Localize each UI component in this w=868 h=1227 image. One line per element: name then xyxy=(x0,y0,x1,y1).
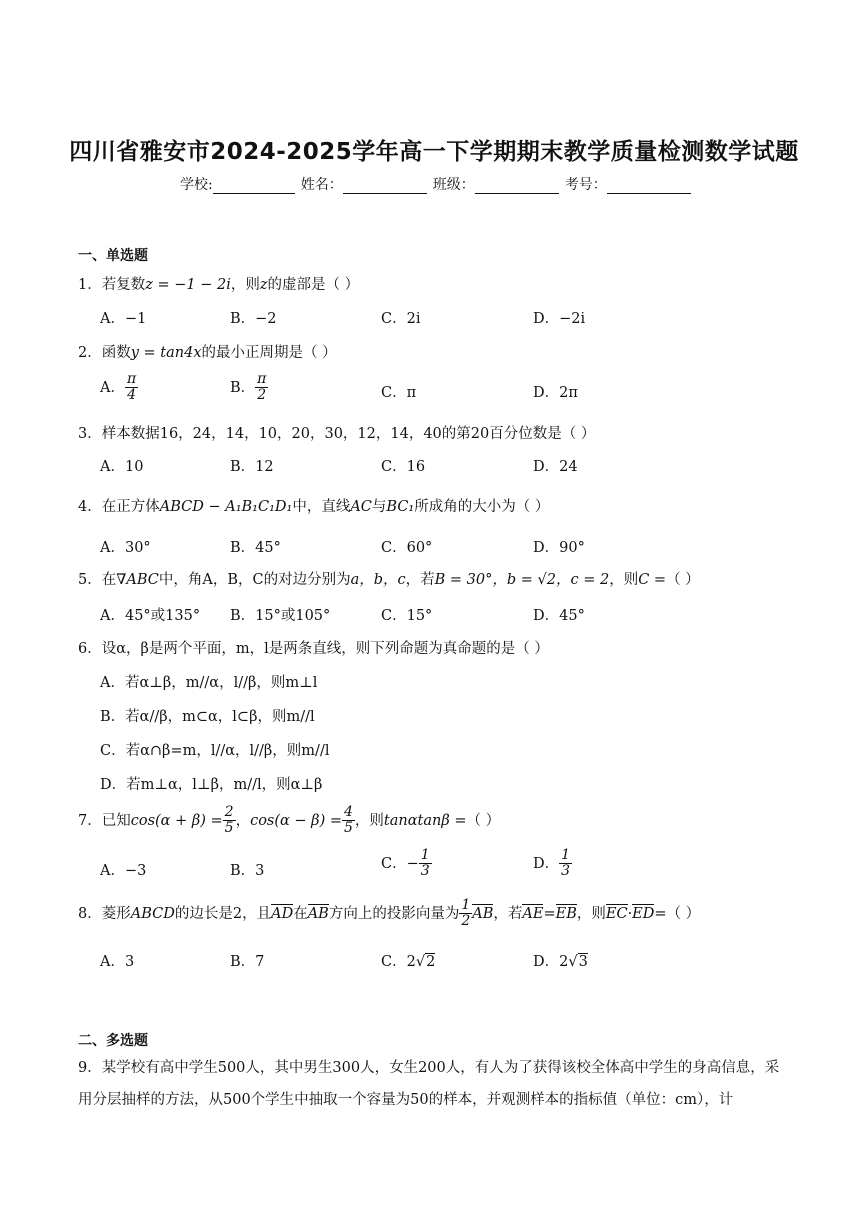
q7-number: 7． xyxy=(78,812,102,829)
name-blank[interactable] xyxy=(343,179,427,194)
question-7 xyxy=(78,805,500,837)
q2-b-label: B． xyxy=(230,379,256,396)
denominator: 5 xyxy=(344,820,353,837)
numerator: 2 xyxy=(224,804,234,820)
question-1 xyxy=(78,273,359,294)
q4-line-ac: AC xyxy=(350,499,372,515)
q5-text: （ ） xyxy=(666,572,700,588)
class-label: 班级： xyxy=(432,177,475,193)
sqrt-icon: √ xyxy=(415,954,426,970)
numerator: 1 xyxy=(461,897,471,913)
q8-number: 8． xyxy=(78,905,102,922)
q2-number: 2． xyxy=(78,345,102,361)
q1-option-c[interactable]: C．2i xyxy=(381,311,421,327)
q8-option-b[interactable]: B．7 xyxy=(230,954,265,970)
q6-option-d[interactable]: D．若m⊥α，l⊥β，m//l，则α⊥β xyxy=(100,777,323,793)
q8-c-coef: 2 xyxy=(406,954,416,970)
q7-d-label: D． xyxy=(533,855,560,872)
q7-d-fraction xyxy=(559,848,572,880)
q8-d-label: D． xyxy=(533,954,560,970)
q8-option-d[interactable] xyxy=(533,950,588,971)
numerator: 4 xyxy=(344,804,353,820)
q5-text: ，则 xyxy=(609,572,639,588)
q4-text: 与 xyxy=(371,499,387,515)
q1-var: z xyxy=(259,277,268,293)
q7-c-label: C．− xyxy=(381,855,419,872)
q7-text: ，则 xyxy=(354,812,384,829)
student-info-line xyxy=(180,174,700,194)
q8-dot: · xyxy=(627,905,633,922)
q7-tan-product: tanαtanβ = xyxy=(383,812,467,829)
q5-triangle: ∇ABC xyxy=(116,572,159,588)
q4-option-c[interactable]: C．60° xyxy=(381,540,433,556)
q4-text: 所成角的大小为（ ） xyxy=(414,499,550,515)
q8-d-radicand: 3 xyxy=(578,954,588,970)
denominator: 4 xyxy=(127,387,137,404)
q3-option-c[interactable]: C．16 xyxy=(381,459,426,475)
q2-option-d[interactable]: D．2π xyxy=(533,385,578,401)
q8-text: 方向上的投影向量为 xyxy=(328,905,460,922)
q5-option-a[interactable]: A．45°或135° xyxy=(100,608,201,624)
exam-title: 四川省雅安市2024-2025学年高一下学期期末教学质量检测数学试题 xyxy=(69,139,799,165)
q7-fraction-1 xyxy=(223,805,236,837)
q1-option-b[interactable]: B．−2 xyxy=(230,311,277,327)
q8-c-label: C． xyxy=(381,954,407,970)
question-4 xyxy=(78,495,549,516)
q8-option-c[interactable] xyxy=(381,950,435,971)
q8-vector-ab: AB xyxy=(472,905,494,922)
q1-option-a[interactable]: A．−1 xyxy=(100,311,147,327)
q5-option-d[interactable]: D．45° xyxy=(533,608,585,624)
q7-option-c[interactable] xyxy=(381,848,432,880)
q8-text: 在 xyxy=(293,905,308,922)
q8-vector-ae: AE xyxy=(522,905,544,922)
exam-number-label: 考号： xyxy=(564,177,607,193)
q7-option-b[interactable]: B．3 xyxy=(230,863,265,879)
q7-text: （ ） xyxy=(466,812,501,829)
q4-option-d[interactable]: D．90° xyxy=(533,540,585,556)
q8-fraction xyxy=(459,898,472,930)
school-label: 学校: xyxy=(180,177,213,193)
q1-text: 若复数 xyxy=(101,277,146,293)
q8-vector-ab: AB xyxy=(307,905,329,922)
question-2 xyxy=(78,341,337,362)
q1-number: 1． xyxy=(78,277,102,293)
q4-option-a[interactable]: A．30° xyxy=(100,540,151,556)
q4-text: 在正方体 xyxy=(101,499,160,515)
q2-b-fraction xyxy=(255,372,268,404)
school-blank[interactable] xyxy=(213,179,295,194)
exam-number-blank[interactable] xyxy=(607,179,691,194)
q8-d-coef: 2 xyxy=(559,954,569,970)
q2-formula: y = tan4x xyxy=(130,345,202,361)
q8-text: ，若 xyxy=(493,905,523,922)
q1-option-d[interactable]: D．−2i xyxy=(533,311,586,327)
q2-text: 的最小正周期是（ ） xyxy=(201,345,337,361)
denominator: 2 xyxy=(461,913,471,930)
q5-text: ，若 xyxy=(405,572,435,588)
q7-option-a[interactable]: A．−3 xyxy=(100,863,147,879)
q8-equals: = xyxy=(543,905,556,922)
q2-option-b[interactable] xyxy=(230,372,268,404)
q7-c-fraction xyxy=(419,848,432,880)
q4-formula: ABCD − A₁B₁C₁D₁ xyxy=(159,499,293,515)
q8-option-a[interactable]: A．3 xyxy=(100,954,135,970)
q5-text: 中，角A，B，C的对边分别为 xyxy=(158,572,351,588)
q2-a-fraction xyxy=(125,372,138,404)
q1-text: 的虚部是（ ） xyxy=(267,277,360,293)
question-8 xyxy=(78,898,700,930)
numerator: 1 xyxy=(420,847,430,863)
name-label: 姓名： xyxy=(300,177,343,193)
q2-option-a[interactable] xyxy=(100,372,138,404)
q8-vector-ed: ED xyxy=(632,905,655,922)
q7-cos-diff: cos(α − β) = xyxy=(250,812,342,829)
question-5 xyxy=(78,568,700,589)
q5-option-b[interactable]: B．15°或105° xyxy=(230,608,331,624)
q3-option-a[interactable]: A．10 xyxy=(100,459,144,475)
question-9: 9．某学校有高中学生500人，其中男生300人，女生200人，有人为了获得该校全体高中学生的身高信息，采用分层抽样的方法，从500个学生中抽取一个容量为50的样本，并观测样本的指标值（单位：cm），计 xyxy=(78,1060,780,1108)
q8-text: ，则 xyxy=(576,905,606,922)
q7-text: 已知 xyxy=(101,812,131,829)
q8-text: 菱形 xyxy=(101,905,131,922)
q1-formula: z = −1 − 2i xyxy=(145,277,231,293)
q5-option-c[interactable]: C．15° xyxy=(381,608,433,624)
q1-text: ，则 xyxy=(230,277,260,293)
q8-rhombus: ABCD xyxy=(130,905,175,922)
q4-text: 中，直线 xyxy=(292,499,351,515)
numerator: 1 xyxy=(561,847,571,863)
q8-text: 的边长是2，且 xyxy=(174,905,272,922)
q2-a-label: A． xyxy=(100,379,125,396)
q4-line-bc1: BC₁ xyxy=(386,499,415,515)
q7-option-d[interactable] xyxy=(533,848,572,880)
denominator: 3 xyxy=(561,863,571,880)
q2-text: 函数 xyxy=(101,345,131,361)
q8-vector-ec: EC xyxy=(605,905,628,922)
q7-text: ， xyxy=(235,812,251,829)
q8-vector-eb: EB xyxy=(555,905,577,922)
q6-option-c[interactable]: C．若α∩β=m，l//α，l//β，则m//l xyxy=(100,743,330,759)
q8-c-radicand: 2 xyxy=(426,954,436,970)
q5-text: 在 xyxy=(101,572,117,588)
q4-option-b[interactable]: B．45° xyxy=(230,540,281,556)
q7-fraction-2 xyxy=(342,805,355,837)
class-blank[interactable] xyxy=(475,179,559,194)
denominator: 2 xyxy=(257,387,267,404)
q6-option-b[interactable]: B．若α//β，m⊂α，l⊂β，则m//l xyxy=(100,709,315,725)
section-single-choice: 一、单选题 xyxy=(78,248,148,264)
numerator: π xyxy=(257,371,267,387)
question-3: 3．样本数据16，24，14，10，20，30，12，14，40的第20百分位数是（ ） xyxy=(78,426,596,442)
question-6: 6．设α，β是两个平面，m，l是两条直线，则下列命题为真命题的是（ ） xyxy=(78,641,549,657)
denominator: 5 xyxy=(224,820,234,837)
q2-option-c[interactable]: C．π xyxy=(381,385,417,401)
q3-option-b[interactable]: B．12 xyxy=(230,459,274,475)
sqrt-icon: √ xyxy=(568,954,578,970)
q4-number: 4． xyxy=(78,499,102,515)
section-multiple-choice: 二、多选题 xyxy=(78,1033,148,1049)
q6-option-a[interactable]: A．若α⊥β，m//α，l//β，则m⊥l xyxy=(100,675,318,691)
q5-target: C = xyxy=(638,572,667,588)
numerator: π xyxy=(126,371,137,387)
q5-condition: B = 30°，b = √2，c = 2 xyxy=(434,572,610,588)
q5-number: 5． xyxy=(78,572,102,588)
q3-option-d[interactable]: D．24 xyxy=(533,459,578,475)
q5-sides: a，b，c xyxy=(350,572,406,588)
q8-vector-ad: AD xyxy=(271,905,294,922)
denominator: 3 xyxy=(420,863,430,880)
q7-cos-sum: cos(α + β) = xyxy=(130,812,223,829)
q8-text: =（ ） xyxy=(654,905,701,922)
